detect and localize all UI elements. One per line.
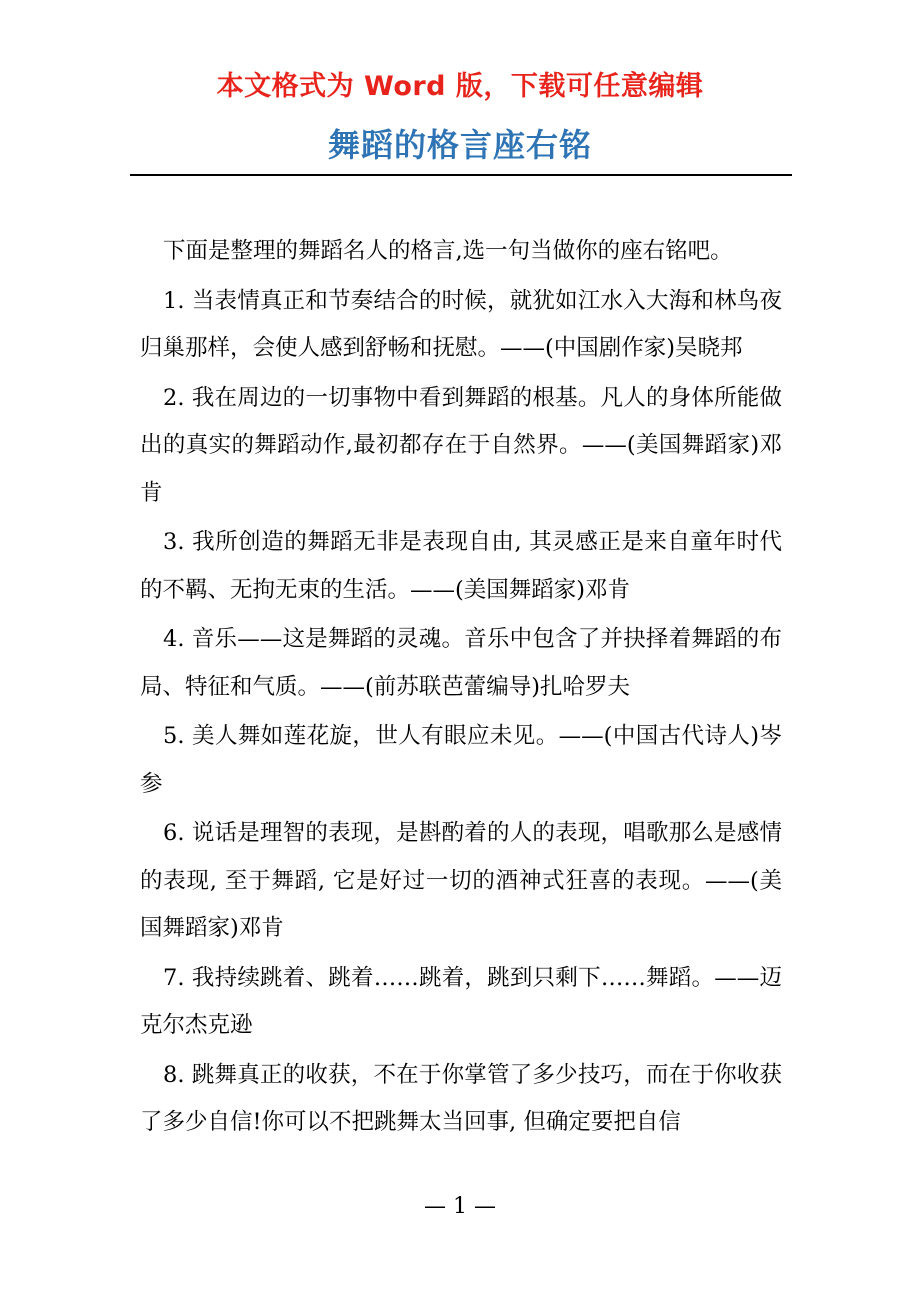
title-divider (130, 174, 792, 176)
intro-paragraph: 下面是整理的舞蹈名人的格言,选一句当做你的座右铭吧。 (163, 238, 733, 264)
quote-paragraph: 3. 我所创造的舞蹈无非是表现自由, 其灵感正是来自童年时代的不羁、无拘无束的生活。——(美国舞蹈家)邓肯 (140, 529, 782, 603)
document-body (140, 228, 782, 1149)
quote-paragraph: 8. 跳舞真正的收获，不在于你掌管了多少技巧，而在于你收获了多少自信!你可以不把跳舞太当回事, 但确定要把自信 (140, 1061, 782, 1135)
document-title: 舞蹈的格言座右铭 (327, 126, 592, 164)
quote-paragraph: 1. 当表情真正和节奏结合的时候，就犹如江水入大海和林鸟夜归巢那样，会使人感到舒畅和抚慰。——(中国剧作家)吴晓邦 (140, 287, 782, 361)
quote-paragraph: 5. 美人舞如莲花旋，世人有眼应未见。——(中国古代诗人)岑参 (140, 723, 782, 797)
quote-paragraph: 6. 说话是理智的表现，是斟酌着的人的表现，唱歌那么是感情的表现, 至于舞蹈, 它是好过一切的酒神式狂喜的表现。——(美国舞蹈家)邓肯 (140, 820, 782, 941)
format-notice: 本文格式为 Word 版，下载可任意编辑 (216, 71, 704, 102)
page-number: — 1 — (424, 1194, 496, 1219)
quote-paragraph: 4. 音乐——这是舞蹈的灵魂。音乐中包含了并抉择着舞蹈的布局、特征和气质。——(前苏联芭蕾编导)扎哈罗夫 (140, 626, 782, 700)
quote-paragraph: 2. 我在周边的一切事物中看到舞蹈的根基。凡人的身体所能做出的真实的舞蹈动作,最初都存在于自然界。——(美国舞蹈家)邓肯 (140, 384, 782, 506)
quote-paragraph: 7. 我持续跳着、跳着……跳着，跳到只剩下……舞蹈。——迈克尔杰克逊 (140, 964, 782, 1038)
